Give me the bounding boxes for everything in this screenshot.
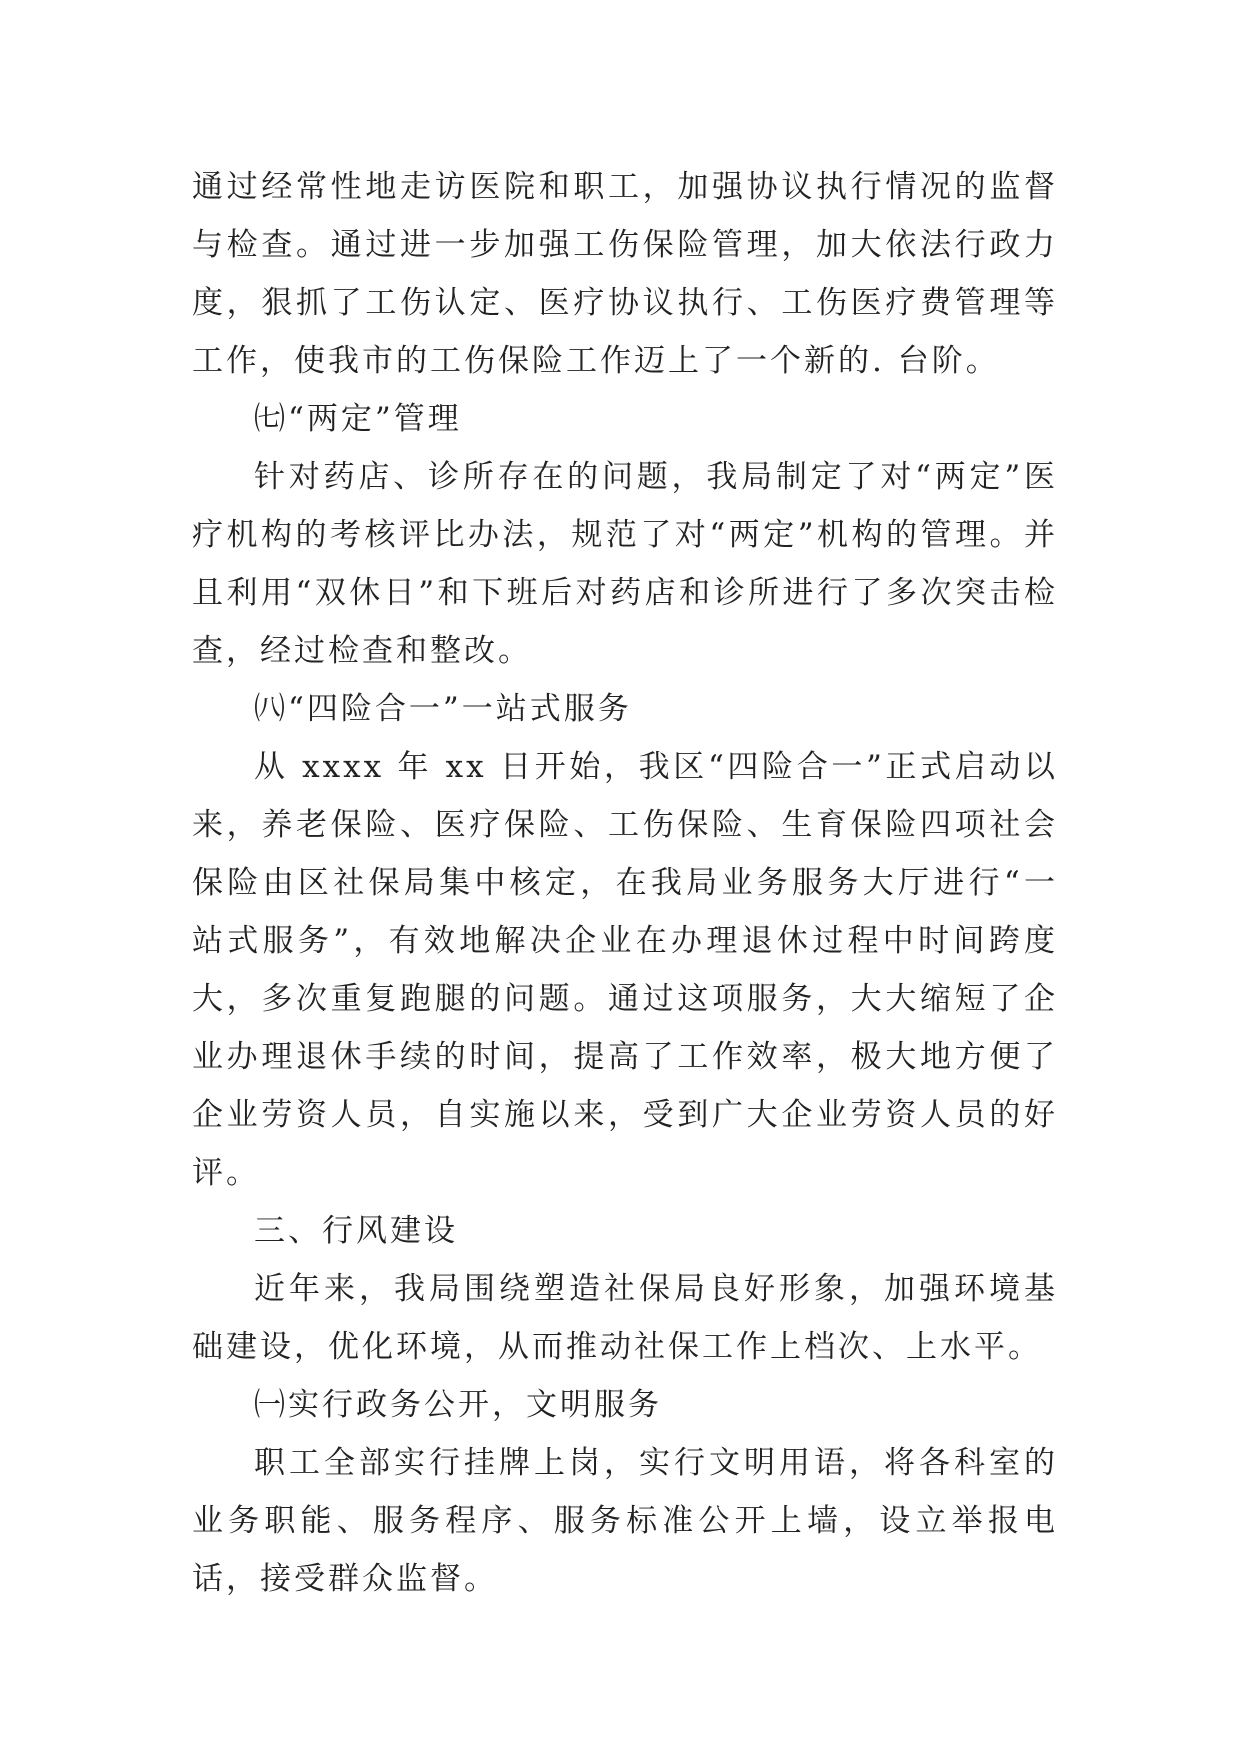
paragraph-body: 针对药店、诊所存在的问题，我局制定了对“两定”医疗机构的考核评比办法，规范了对“两定”机构的管理。并且利用“双休日”和下班后对药店和诊所进行了多次突击检查，经过检查和整改。 [192,459,1058,669]
document-body [192,158,1058,1608]
section-heading-sixianheyi: ㈧“四险合一”一站式服务 [254,691,632,727]
section-heading-liangding: ㈦“两定”管理 [254,401,462,437]
paragraph-body: 通过经常性地走访医院和职工，加强协议执行情况的监督与检查。通过进一步加强工伤保险管理，加大依法行政力度，狠抓了工伤认定、医疗协议执行、工伤医疗费管理等工作，使我市的工伤保险工作迈上了一个新的. 台阶。 [192,169,1058,379]
paragraph-body: 近年来，我局围绕塑造社保局良好形象，加强环境基础建设，优化环境，从而推动社保工作上档次、上水平。 [192,1271,1058,1365]
paragraph-body: 职工全部实行挂牌上岗，实行文明用语，将各科室的业务职能、服务程序、服务标准公开上墙，设立举报电话，接受群众监督。 [192,1445,1058,1597]
paragraph-body: 从 xxxx 年 xx 日开始，我区“四险合一”正式启动以来，养老保险、医疗保险、工伤保险、生育保险四项社会保险由区社保局集中核定，在我局业务服务大厅进行“一站式服务”，有效地解决企业在办理退休过程中时间跨度大，多次重复跑腿的问题。通过这项服务，大大缩短了企业办理退休手续的时间，提高了工作效率，极大地方便了企业劳资人员，自实施以来，受到广大企业劳资人员的好评。 [192,749,1058,1191]
section-heading-hangfeng: 三、行风建设 [254,1213,458,1249]
section-heading-zhengwugongkai: ㈠实行政务公开，文明服务 [254,1387,662,1423]
